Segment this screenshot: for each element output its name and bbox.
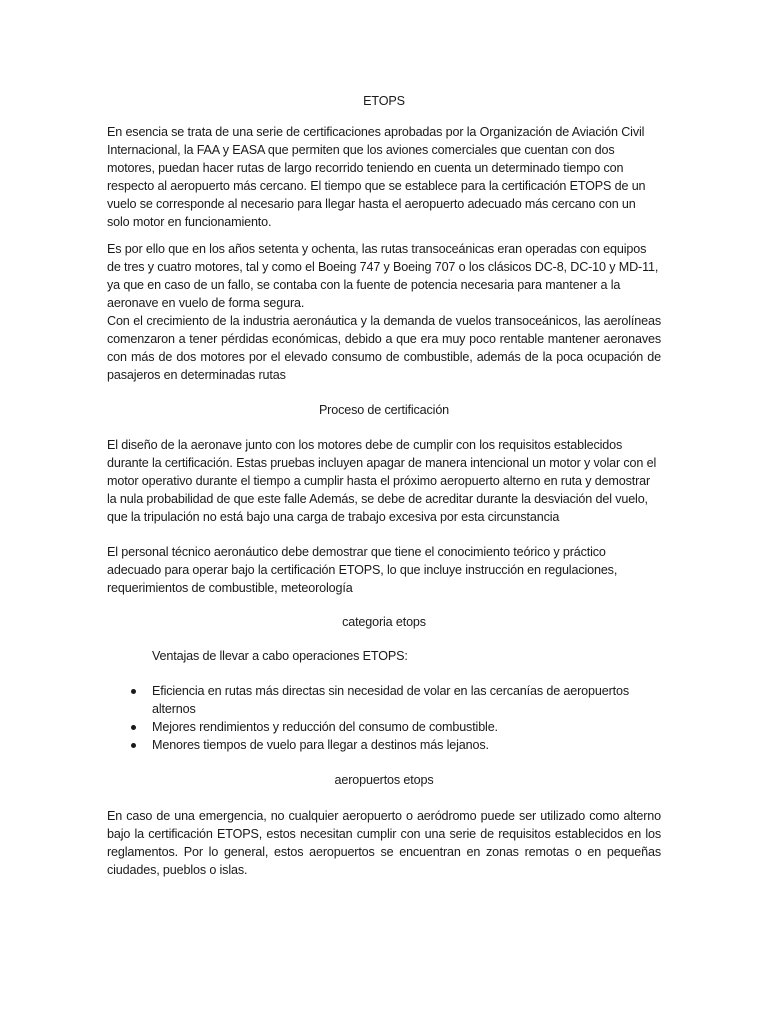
airports-paragraph: En caso de una emergencia, no cualquier aeropuerto o aeródromo puede ser utilizado como alterno bajo la certificación ETOPS, estos necesitan cumplir con una serie de requisitos establecidos en los reglamentos. Por lo general, estos aeropuertos se encuentran en zonas remotas o en pequeñas ciudades, pueblos o islas. bbox=[107, 809, 661, 877]
list-item bbox=[107, 736, 661, 754]
bullet-icon bbox=[131, 743, 136, 748]
list-item-text: Eficiencia en rutas más directas sin necesidad de volar en las cercanías de aeropuertos alternos bbox=[152, 684, 629, 716]
certification-personnel-paragraph: El personal técnico aeronáutico debe demostrar que tiene el conocimiento teórico y práctico adecuado para operar bajo la certificación ETOPS, lo que incluye instrucción en regulaciones, requerimientos de combustible, meteorología bbox=[107, 545, 618, 595]
advantages-intro: Ventajas de llevar a cabo operaciones ETOPS: bbox=[152, 649, 408, 663]
document-body bbox=[107, 92, 661, 879]
category-heading: categoria etops bbox=[342, 615, 426, 629]
certification-design-paragraph: El diseño de la aeronave junto con los motores debe de cumplir con los requisitos establecidos durante la certificación. Estas pruebas incluyen apagar de manera intencional un motor y volar con el motor operativo durante el tiempo a cumplir hasta el próximo aeropuerto alterno en ruta y demostrar la nula probabilidad de que este falle Además, se debe de acreditar durante la desviación del vuelo, que la tripulación no está bajo una carga de trabajo excesiva por esta circunstancia bbox=[107, 438, 657, 524]
bullet-icon bbox=[131, 689, 136, 694]
bullet-icon bbox=[131, 725, 136, 730]
list-item bbox=[107, 718, 661, 736]
list-item bbox=[107, 682, 661, 718]
airports-heading: aeropuertos etops bbox=[334, 773, 434, 787]
history-paragraph: Es por ello que en los años setenta y ochenta, las rutas transoceánicas eran operadas con equipos de tres y cuatro motores, tal y como el Boeing 747 y Boeing 707 o los clásicos DC-8, DC-10 y MD-11, ya que en caso de un fallo, se contaba con la fuente de potencia necesaria para mantener a la aeronave en vuelo de forma segura. bbox=[107, 242, 659, 310]
advantages-list bbox=[107, 682, 661, 754]
intro-paragraph: En esencia se trata de una serie de certificaciones aprobadas por la Organización de Aviación Civil Internacional, la FAA y EASA que permiten que los aviones comerciales que cuentan con dos motores, puedan hacer rutas de largo recorrido teniendo en cuenta un determinado tiempo con respecto al aeropuerto más cercano. El tiempo que se establece para la certificación ETOPS de un vuelo se corresponde al necesario para llegar hasta el aeropuerto adecuado más cercano con un solo motor en funcionamiento. bbox=[107, 125, 646, 229]
certification-heading: Proceso de certificación bbox=[318, 403, 450, 417]
document-title: ETOPS bbox=[363, 94, 405, 108]
list-item-text: Menores tiempos de vuelo para llegar a destinos más lejanos. bbox=[152, 738, 489, 752]
growth-paragraph: Con el crecimiento de la industria aeronáutica y la demanda de vuelos transoceánicos, las aerolíneas comenzaron a tener pérdidas económicas, debido a que era muy poco rentable mantener aeronaves con más de dos motores por el elevado consumo de combustible, además de la poca ocupación de pasajeros en determinadas rutas bbox=[107, 314, 661, 382]
list-item-text: Mejores rendimientos y reducción del consumo de combustible. bbox=[152, 720, 498, 734]
